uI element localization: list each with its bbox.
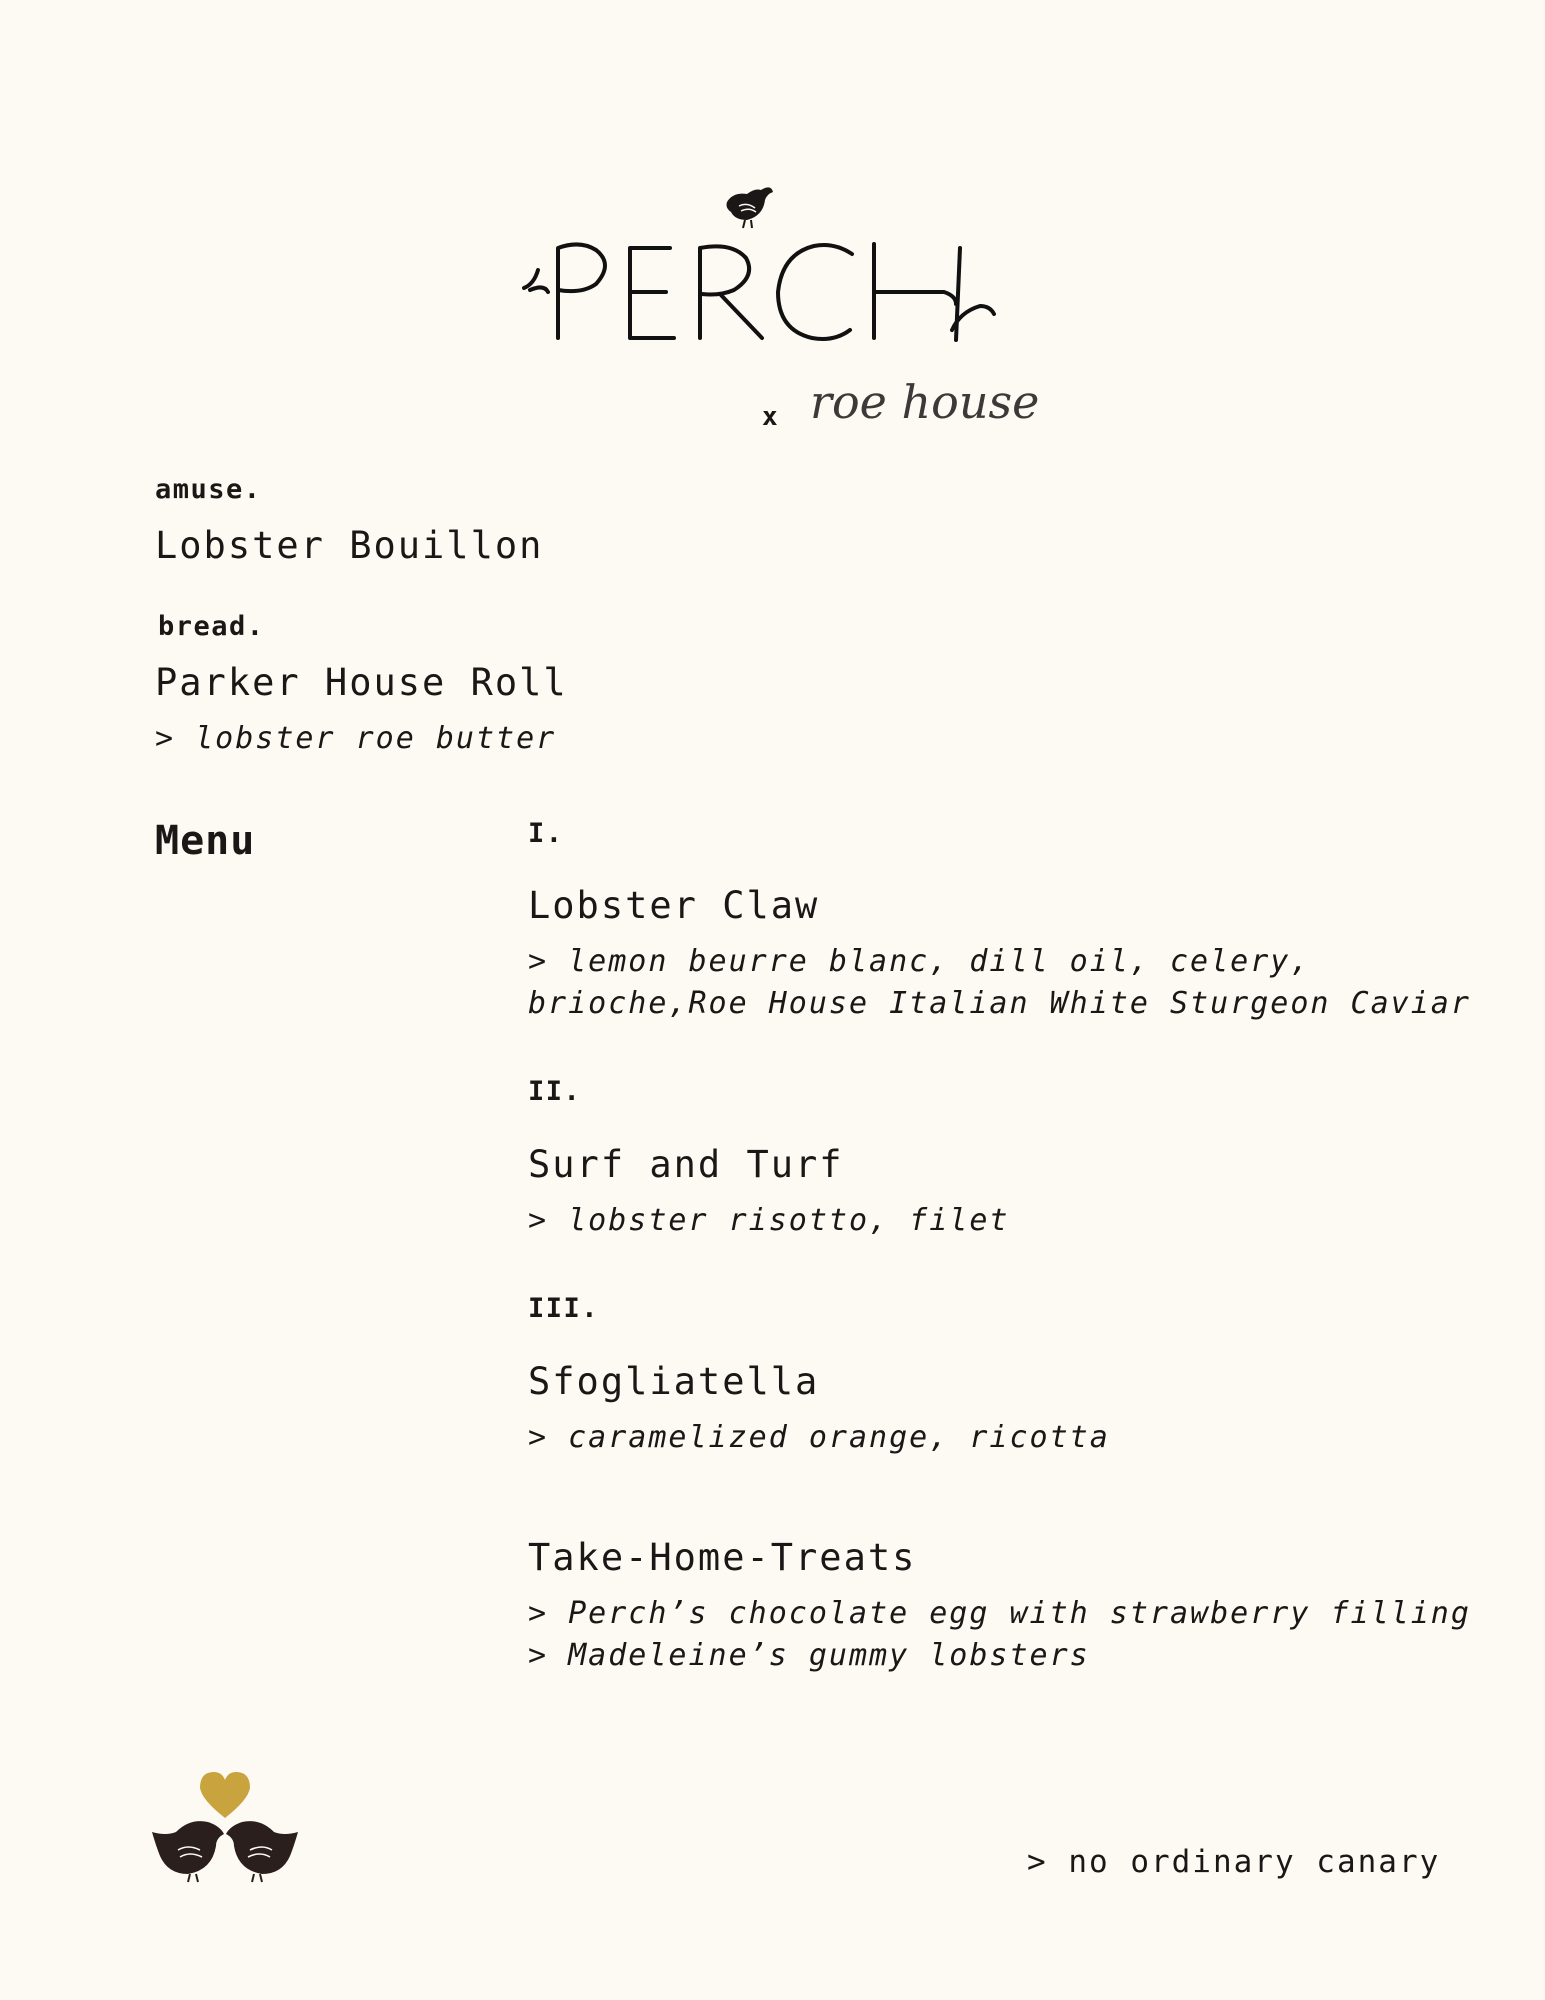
treats-desc bbox=[528, 1593, 1471, 1677]
amuse-dish: Lobster Bouillon bbox=[155, 524, 544, 567]
bird-icon bbox=[727, 187, 774, 228]
amuse-label: amuse. bbox=[155, 474, 262, 505]
perch-logo bbox=[520, 180, 1020, 350]
course-numeral: II. bbox=[528, 1076, 582, 1107]
course-desc bbox=[528, 1200, 1009, 1242]
collab-x: x bbox=[762, 402, 778, 432]
collab-partner-name: roe house bbox=[810, 375, 1040, 429]
course-numeral: I. bbox=[528, 818, 564, 849]
course-numeral: III. bbox=[528, 1293, 600, 1324]
course-desc bbox=[528, 941, 1471, 1025]
course-dish: Lobster Claw bbox=[528, 884, 820, 927]
menu-title: Menu bbox=[155, 818, 256, 864]
footer-tagline: > no ordinary canary bbox=[1027, 1844, 1441, 1880]
course-desc-line: > lobster risotto, filet bbox=[528, 1203, 1010, 1238]
course-dish: Sfogliatella bbox=[528, 1360, 820, 1403]
love-birds-icon bbox=[150, 1770, 300, 1888]
treats-title: Take-Home-Treats bbox=[528, 1536, 917, 1579]
bread-dish: Parker House Roll bbox=[155, 661, 568, 704]
treats-desc-line: > Madeleine’s gummy lobsters bbox=[528, 1638, 1090, 1673]
bread-desc: > lobster roe butter bbox=[155, 721, 557, 756]
bread-label: bread. bbox=[158, 611, 265, 642]
course-dish: Surf and Turf bbox=[528, 1143, 844, 1186]
course-desc-line: > lemon beurre blanc, dill oil, celery, bbox=[528, 944, 1311, 979]
course-desc bbox=[528, 1417, 1110, 1459]
course-desc-line: > caramelized orange, ricotta bbox=[528, 1420, 1110, 1455]
treats-desc-line: > Perch’s chocolate egg with strawberry filling bbox=[528, 1596, 1471, 1631]
course-desc-line: brioche,Roe House Italian White Sturgeon Caviar bbox=[528, 986, 1471, 1021]
